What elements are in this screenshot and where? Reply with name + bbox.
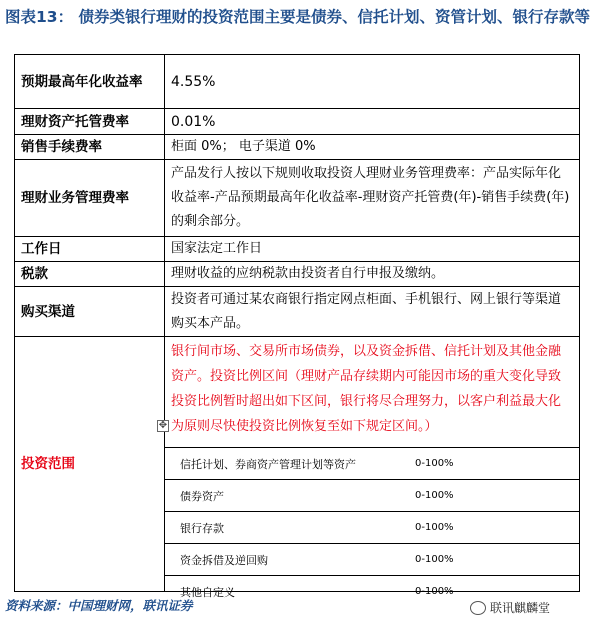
allocation-name: 其他自定义 [180,585,235,599]
allocation-row [165,543,579,575]
table-row [15,135,579,160]
row-value: 0.01% [171,113,216,130]
row-value: 国家法定工作日 [171,241,263,256]
allocation-range: 0-100% [415,490,454,501]
row-label: 购买渠道 [15,287,165,336]
row-value: 理财收益的应纳税款由投资者自行申报及缴纳。 [171,266,445,281]
allocation-table [165,447,579,607]
row-value: 4.55% [171,73,216,90]
row-label: 税款 [15,262,165,286]
invest-description: 银行间市场、交易所市场债券，以及资金拆借、信托计划及其他金融资产。投资比例区间（理财产品存续期内可能因市场的重大变化导致投资比例暂时超出如下区间，银行将尽合理努力，以客户利益最大化为原则尽快使投资比例恢复至如下规定区间。） [171,344,562,434]
allocation-name: 债券资产 [180,489,224,503]
figure-label: 图表13： [5,8,74,26]
allocation-name: 资金拆借及逆回购 [180,553,268,567]
table-row [15,237,579,262]
row-label: 理财业务管理费率 [15,160,165,236]
row-label: 工作日 [15,237,165,261]
table-row-invest [15,337,579,599]
table-move-handle-icon[interactable]: ✥ [158,420,168,431]
figure-title-text: 债券类银行理财的投资范围主要是债券、信托计划、资管计划、银行存款等 [78,8,590,26]
allocation-name: 信托计划、券商资产管理计划等资产 [180,457,356,471]
allocation-row [165,511,579,543]
allocation-range: 0-100% [415,586,454,597]
allocation-row [165,447,579,479]
figure-title [5,4,590,30]
allocation-name: 银行存款 [180,521,224,535]
allocation-row [165,479,579,511]
source-note: 资料来源：中国理财网，联讯证券 [5,598,193,613]
row-label: 预期最高年化收益率 [15,55,165,108]
table-row [15,55,579,109]
table-row [15,262,579,287]
invest-value [165,337,579,599]
table-row [15,109,579,135]
row-value: 投资者可通过某农商银行指定网点柜面、手机银行、网上银行等渠道购买本产品。 [171,291,562,331]
brand-name: 联讯麒麟堂 [490,601,551,615]
brand-watermark [470,599,550,616]
wechat-icon [470,601,486,615]
allocation-range: 0-100% [415,522,454,533]
row-label: 理财资产托管费率 [15,109,165,134]
product-info-table [14,54,580,599]
row-value: 柜面 0%； 电子渠道 0% [171,139,316,154]
table-row [15,160,579,237]
table-row [15,287,579,337]
row-value: 产品发行人按以下规则收取投资人理财业务管理费率：产品实际年化收益率-产品预期最高年化收益率-理财资产托管费(年)-销售手续费(年)的剩余部分。 [171,166,570,229]
row-label: 销售手续费率 [15,135,165,159]
allocation-range: 0-100% [415,458,454,469]
invest-label: 投资范围 [15,337,165,591]
allocation-range: 0-100% [415,554,454,565]
